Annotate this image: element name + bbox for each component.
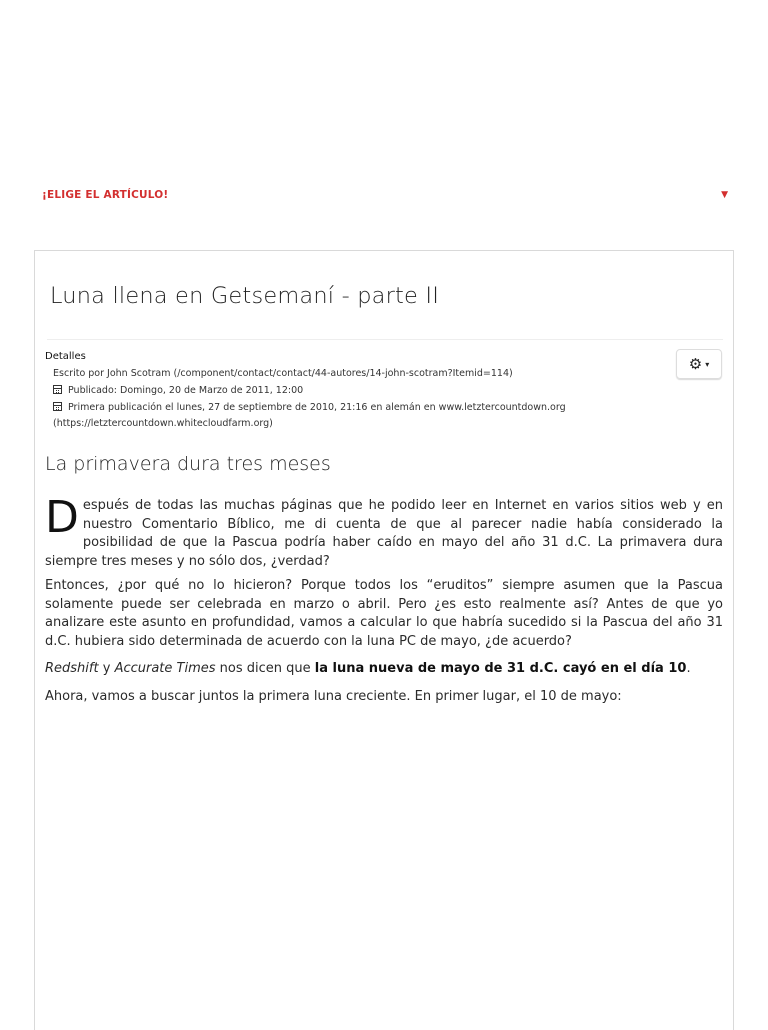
published-meta [53,385,303,396]
section-heading: La primavera dura tres meses [45,453,331,475]
paragraph-4: Ahora, vamos a buscar juntos la primera luna creciente. En primer lugar, el 10 de mayo: [45,689,622,704]
article-selector-label[interactable]: ¡ELIGE EL ARTÍCULO! [42,189,169,201]
dropcap: D [45,492,79,543]
emphasis-text: la luna nueva de mayo de 31 d.C. cayó en el día 10 [314,661,687,676]
author-meta[interactable]: Escrito por John Scotram (/component/contact/contact/44-autores/14-john-scotram?Itemid=114) [53,368,513,379]
article-selector[interactable] [42,189,732,205]
paragraph-1-text: espués de todas las muchas páginas que he podido leer en Internet en varios sitios web y en nuestro Comentario Bíblico, me di cuenta de que al parecer nadie había considerado la posibilidad de que la Pascua podría haber caído en mayo del año 31 d.C. La primavera dura siempre tres meses y no sólo dos, ¿verdad? [45,498,723,569]
article-container [34,250,734,1030]
first-publication-meta [53,402,566,413]
caret-down-icon[interactable]: ▼ [721,190,728,200]
article-title: Luna llena en Getsemaní - parte II [50,284,440,309]
details-heading: Detalles [45,351,86,362]
paragraph-1 [45,492,723,571]
title-divider [47,339,723,340]
calendar-icon [53,385,62,394]
first-publication-link[interactable]: (https://letztercountdown.whitecloudfarm.org) [53,418,273,429]
paragraph-2: Entonces, ¿por qué no lo hicieron? Porque todos los “eruditos” siempre asumen que la Pascua solamente puede ser celebrada en marzo o abril. Pero ¿es esto realmente así? Antes de que yo analizare este asunto en profundidad, vamos a calcular lo que habría sucedido si la Pascua del año 31 d.C. hubiera sido determinada de acuerdo con la luna PC de mayo, ¿de acuerdo? [45,578,723,649]
published-text: Publicado: Domingo, 20 de Marzo de 2011, 12:00 [68,385,304,396]
paragraph-3 [45,660,723,679]
gear-icon: ⚙ [688,354,703,373]
middle-text: nos dicen que [215,661,315,676]
calendar-icon [53,402,62,411]
end-text: . [686,661,691,676]
article-tools-button[interactable] [676,349,722,379]
caret-down-icon: ▾ [705,359,710,369]
first-publication-text: Primera publicación el lunes, 27 de septiembre de 2010, 21:16 en alemán en www.letztercountdown.org [68,402,566,413]
source-redshift: Redshift [45,661,99,676]
connector-text: y [98,661,115,676]
source-accurate-times: Accurate Times [114,661,216,676]
